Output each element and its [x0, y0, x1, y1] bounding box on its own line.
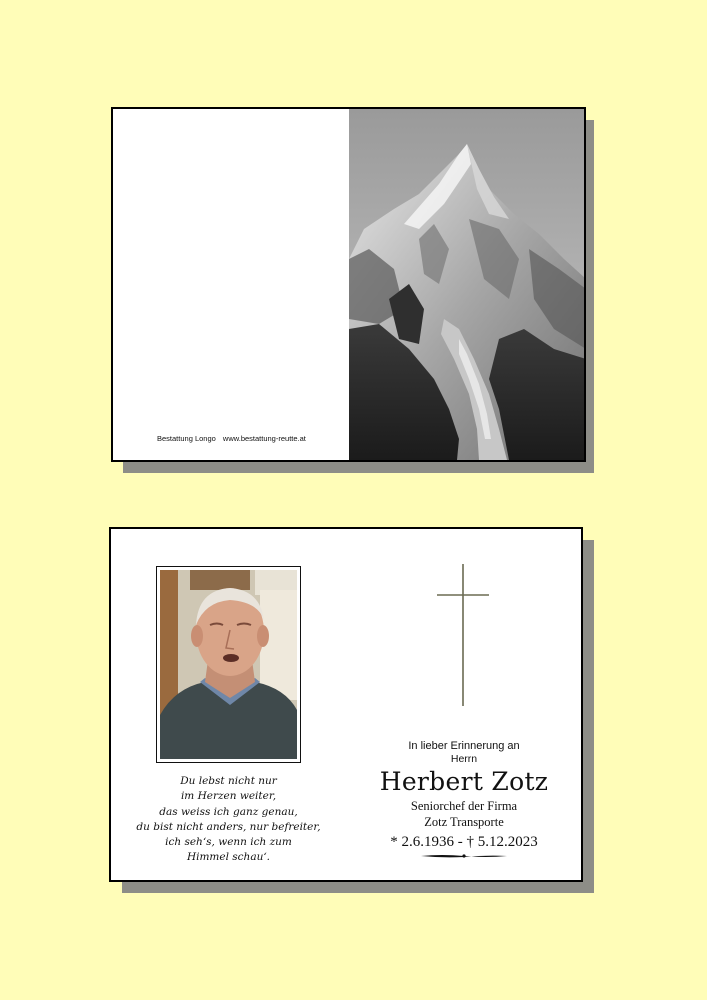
poem-line: Du lebst nicht nur: [180, 775, 277, 787]
poem: [121, 774, 336, 866]
memorial-intro: In lieber Erinnerung an: [408, 740, 520, 752]
mountain-photo: [349, 109, 586, 460]
cross-icon: [437, 564, 489, 706]
poem-line: das weiss ich ganz genau,: [159, 805, 298, 818]
poem-line: Himmel schau‘.: [186, 851, 271, 864]
footer-url: www.bestattung-reutte.at: [222, 434, 306, 443]
deceased-role: Seniorchef der Firma: [410, 799, 518, 813]
card-front-left-panel: [113, 109, 349, 460]
ornament-divider-icon: [421, 853, 507, 859]
footer-company: Bestattung Longo: [157, 434, 216, 443]
card-front: [111, 107, 586, 462]
card-footer: [157, 434, 311, 443]
memorial-salutation: Herrn: [450, 753, 478, 765]
card-inside: [109, 527, 583, 882]
deceased-company: Zotz Transporte: [424, 815, 504, 829]
deceased-name: Herbert Zotz: [379, 767, 549, 796]
poem-line: ich seh‘s, wenn ich zum: [165, 836, 292, 849]
portrait-frame: [156, 566, 301, 763]
portrait-photo: [160, 570, 297, 759]
poem-line: du bist nicht anders, nur befreiter,: [136, 820, 321, 833]
memorial-text: [351, 739, 577, 859]
life-dates: * 2.6.1936 - † 5.12.2023: [390, 834, 538, 850]
poem-line: im Herzen weiter,: [180, 790, 277, 803]
